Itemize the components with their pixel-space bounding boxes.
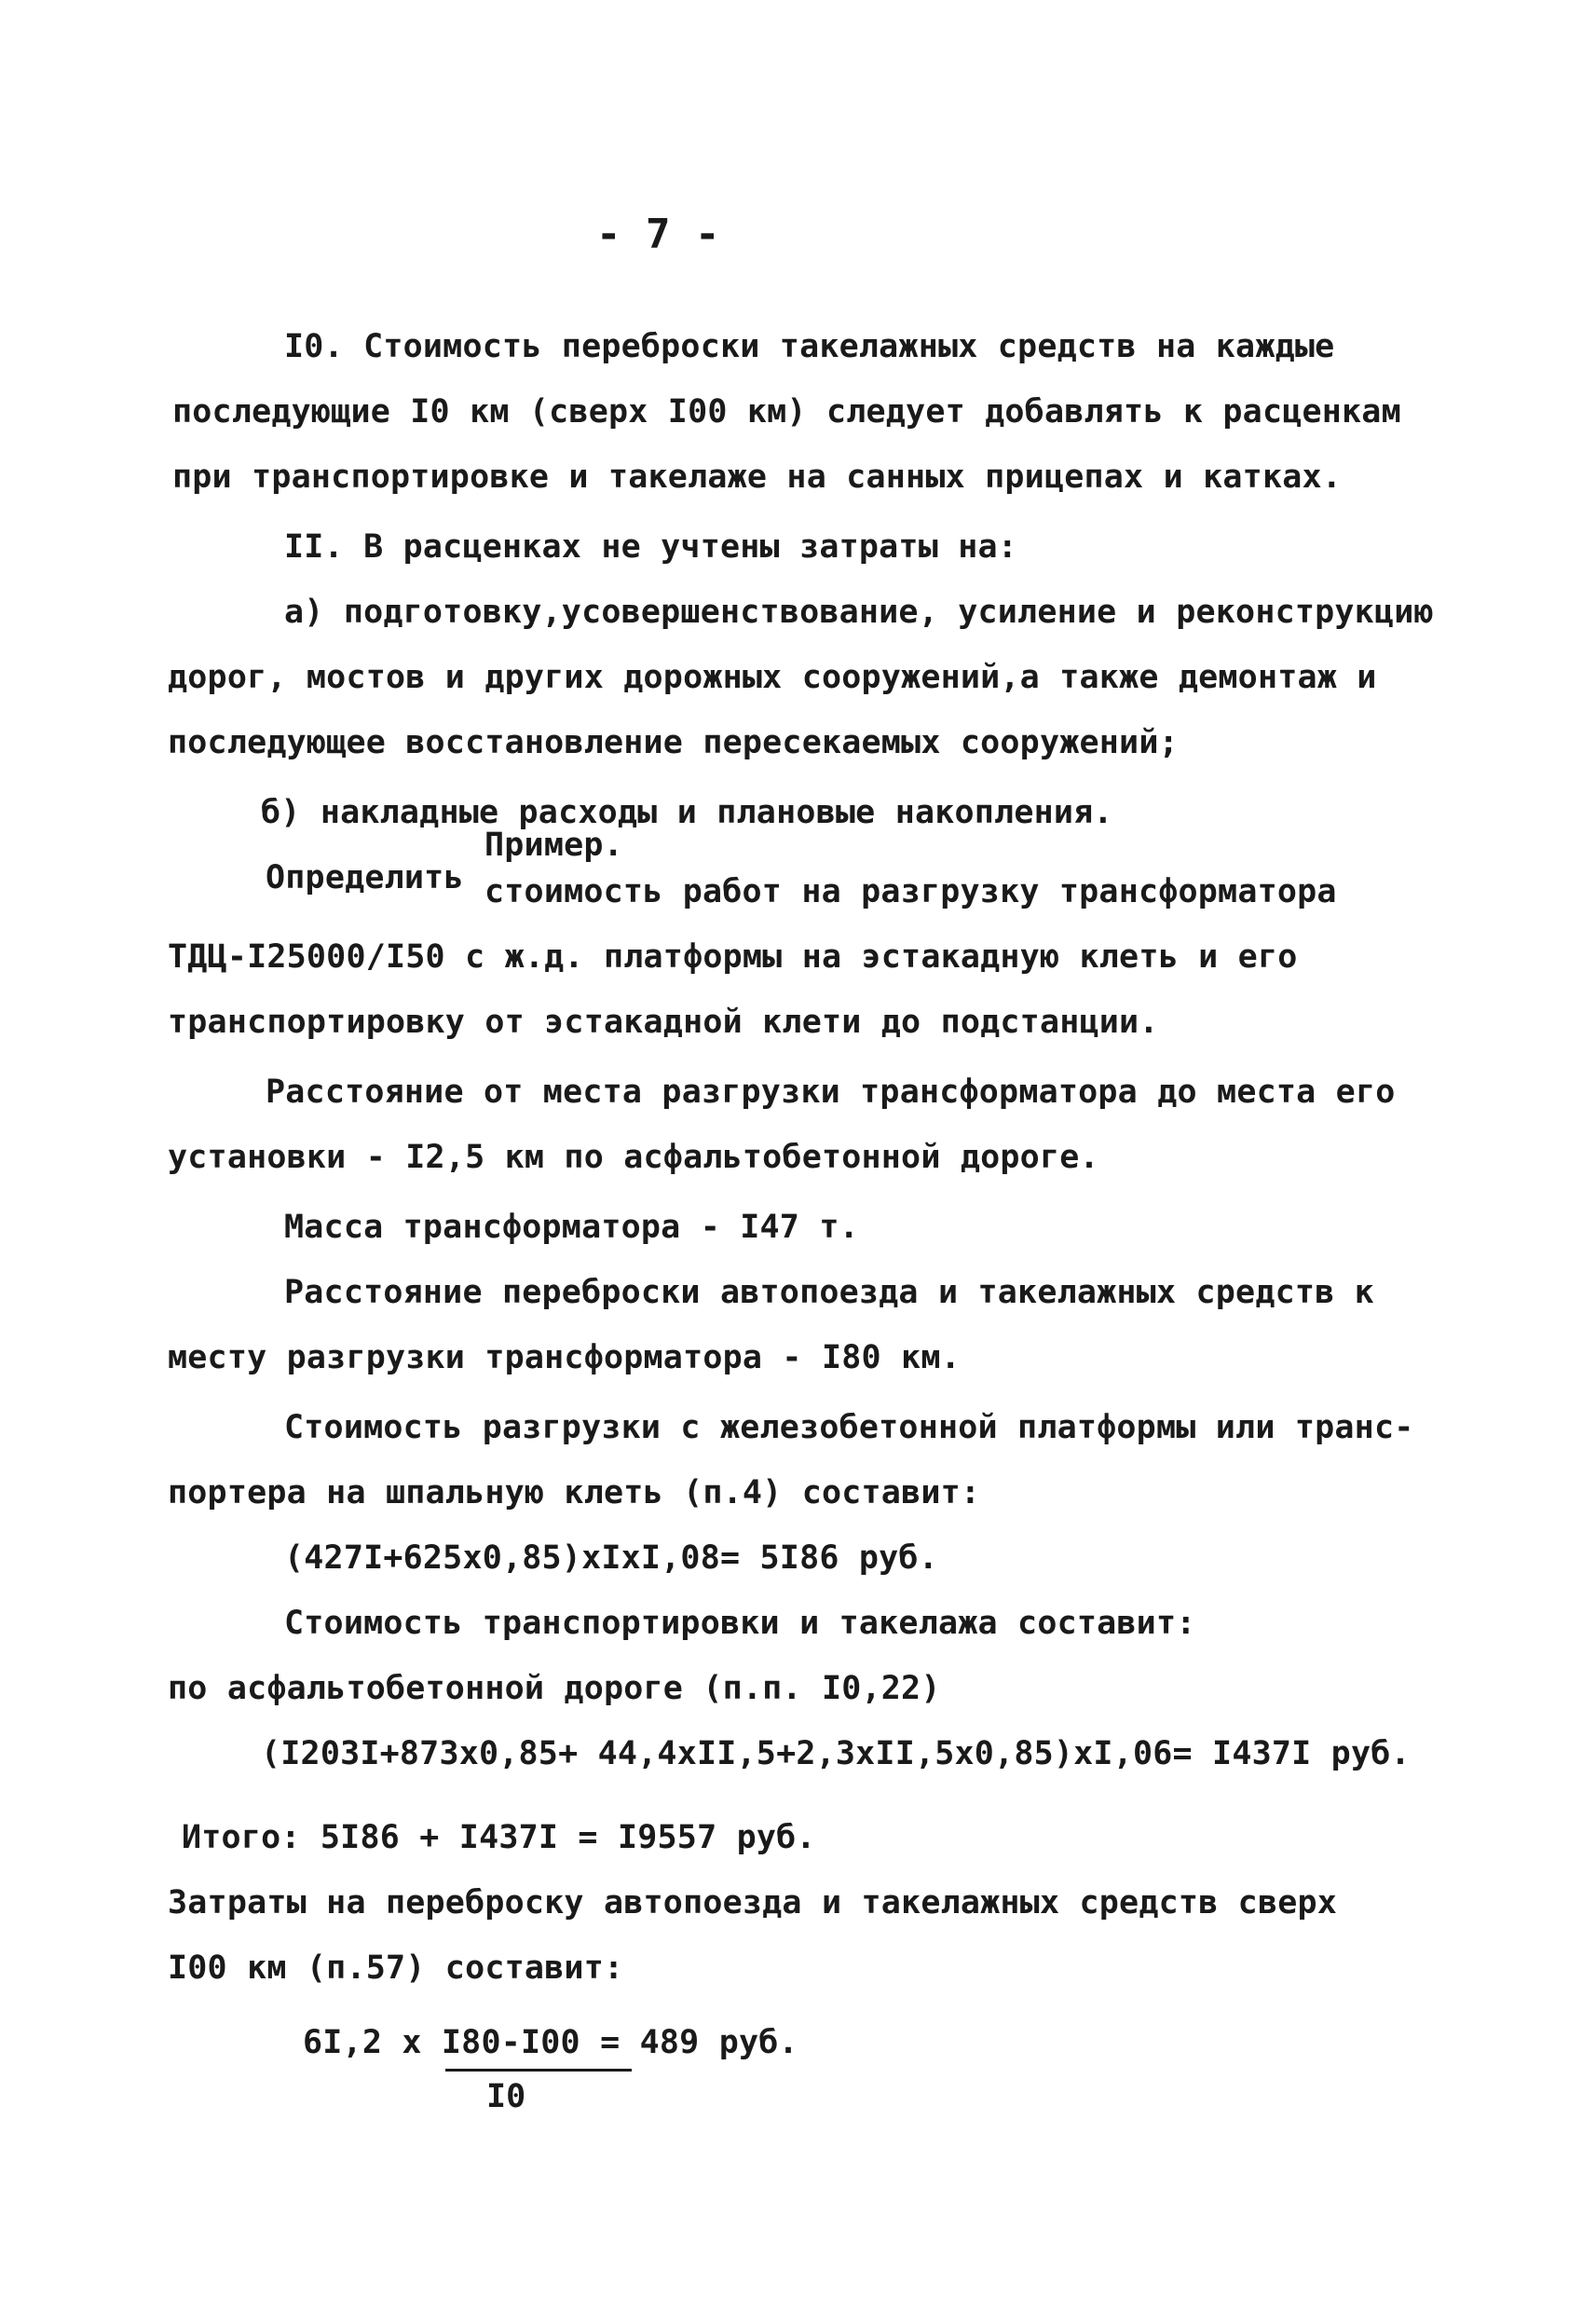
text-line: дорог, мостов и других дорожных сооружений,а также демонтаж и bbox=[168, 659, 1377, 696]
text-line: Расстояние от места разгрузки трансформатора до места его bbox=[266, 1073, 1396, 1111]
text-line: II. В расценках не учтены затраты на: bbox=[284, 528, 1018, 566]
fraction-denominator: I0 bbox=[486, 2078, 526, 2115]
fraction-bar bbox=[445, 2069, 632, 2072]
text-line: ТДЦ-I25000/I50 с ж.д. платформы на эстакадную клеть и его bbox=[168, 938, 1298, 976]
formula-line: (I203I+873х0,85+ 44,4хII,5+2,3хII,5х0,85)хI,06= I437I руб. bbox=[261, 1735, 1411, 1772]
text-line: Масса трансформатора - I47 т. bbox=[284, 1209, 859, 1246]
text-line: последующие I0 км (сверх I00 км) следует добавлять к расценкам bbox=[172, 393, 1401, 431]
text-line: I0. Стоимость переброски такелажных средств на каждые bbox=[284, 328, 1335, 365]
text-line: установки - I2,5 км по асфальтобетонной дороге. bbox=[168, 1139, 1099, 1176]
text-line: I00 км (п.57) составит: bbox=[168, 1949, 624, 1987]
text-line: Стоимость транспортировки и такелажа составит: bbox=[284, 1605, 1196, 1642]
formula-line: (427I+625х0,85)хIхI,08= 5I86 руб. bbox=[284, 1539, 938, 1577]
text-line: месту разгрузки трансформатора - I80 км. bbox=[168, 1339, 961, 1376]
text-line: по асфальтобетонной дороге (п.п. I0,22) bbox=[168, 1670, 941, 1707]
total-line: Итого: 5I86 + I437I = I9557 руб. bbox=[182, 1819, 816, 1856]
text-line: стоимость работ на разгрузку трансформатора bbox=[484, 873, 1337, 910]
text-line: транспортировку от эстакадной клети до подстанции. bbox=[168, 1004, 1159, 1041]
text-line: Расстояние переброски автопоезда и такелажных средств к bbox=[284, 1274, 1374, 1311]
text-line: портера на шпальную клеть (п.4) составит: bbox=[168, 1474, 981, 1511]
text-line: Затраты на переброску автопоезда и такелажных средств сверх bbox=[168, 1884, 1338, 1921]
text-line: при транспортировке и такелаже на санных прицепах и катках. bbox=[172, 458, 1343, 496]
text-line: Стоимость разгрузки с железобетонной платформы или транс- bbox=[284, 1409, 1414, 1446]
text-line: б) накладные расходы и плановые накопления. bbox=[261, 794, 1113, 831]
formula-line: 6I,2 х I80-I00 = 489 руб. bbox=[303, 2024, 798, 2061]
example-heading: Пример. bbox=[484, 827, 623, 864]
text-line: последующее восстановление пересекаемых сооружений; bbox=[168, 724, 1179, 761]
text-line: Определить bbox=[266, 859, 464, 896]
page-number: - 7 - bbox=[596, 211, 720, 258]
text-line: а) подготовку,усовершенствование, усиление и реконструкцию bbox=[284, 594, 1434, 631]
